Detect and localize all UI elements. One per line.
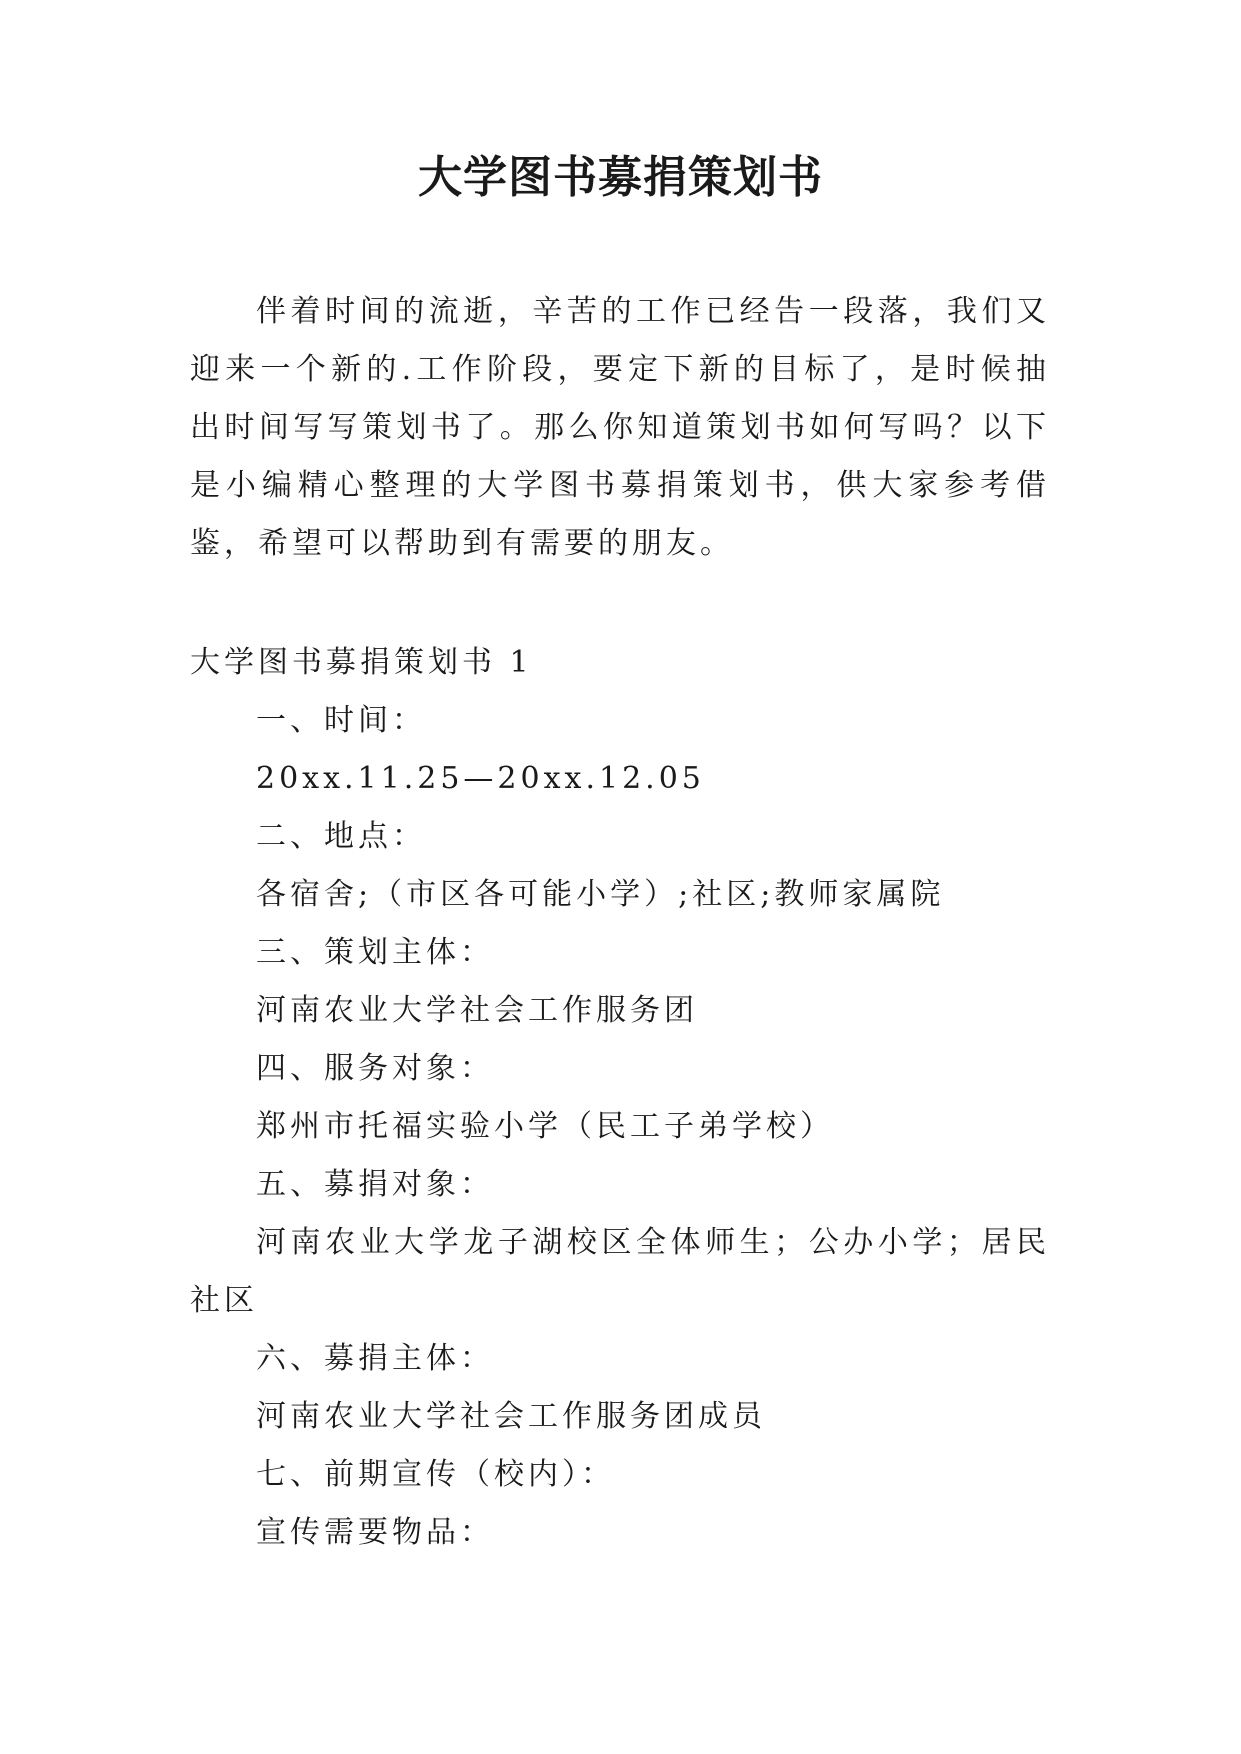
item-publicity-materials: 宣传需要物品： [256, 1515, 494, 1550]
section-heading: 大学图书募捐策划书 1 [190, 645, 533, 680]
item-location-value: 各宿舍;（市区各可能小学）;社区;教师家属院 [256, 877, 945, 912]
item-organizer-heading: 三、策划主体： [256, 935, 494, 970]
item-donor-value: 河南农业大学龙子湖校区全体师生；公办小学；居民社区 [190, 1225, 1050, 1318]
item-publicity-heading: 七、前期宣传（校内）： [256, 1457, 615, 1492]
item-time-heading: 一、时间： [256, 703, 426, 738]
item-fundraiser-value: 河南农业大学社会工作服务团成员 [256, 1399, 766, 1434]
item-donor-heading: 五、募捐对象： [256, 1167, 494, 1202]
item-service-target-value: 郑州市托福实验小学（民工子弟学校） [256, 1109, 834, 1144]
document-title: 大学图书募捐策划书 [418, 152, 823, 203]
document-body [190, 634, 1050, 1562]
item-service-target-heading: 四、服务对象： [256, 1051, 494, 1086]
intro-paragraph: 伴着时间的流逝，辛苦的工作已经告一段落，我们又迎来一个新的.工作阶段，要定下新的目标了，是时候抽出时间写写策划书了。那么你知道策划书如何写吗？以下是小编精心整理的大学图书募捐策划书，供大家参考借鉴，希望可以帮助到有需要的朋友。 [190, 294, 1050, 561]
item-time-value: 20xx.11.25—20xx.12.05 [256, 761, 705, 796]
item-organizer-value: 河南农业大学社会工作服务团 [256, 993, 698, 1028]
item-fundraiser-heading: 六、募捐主体： [256, 1341, 494, 1376]
item-location-heading: 二、地点： [256, 819, 426, 854]
